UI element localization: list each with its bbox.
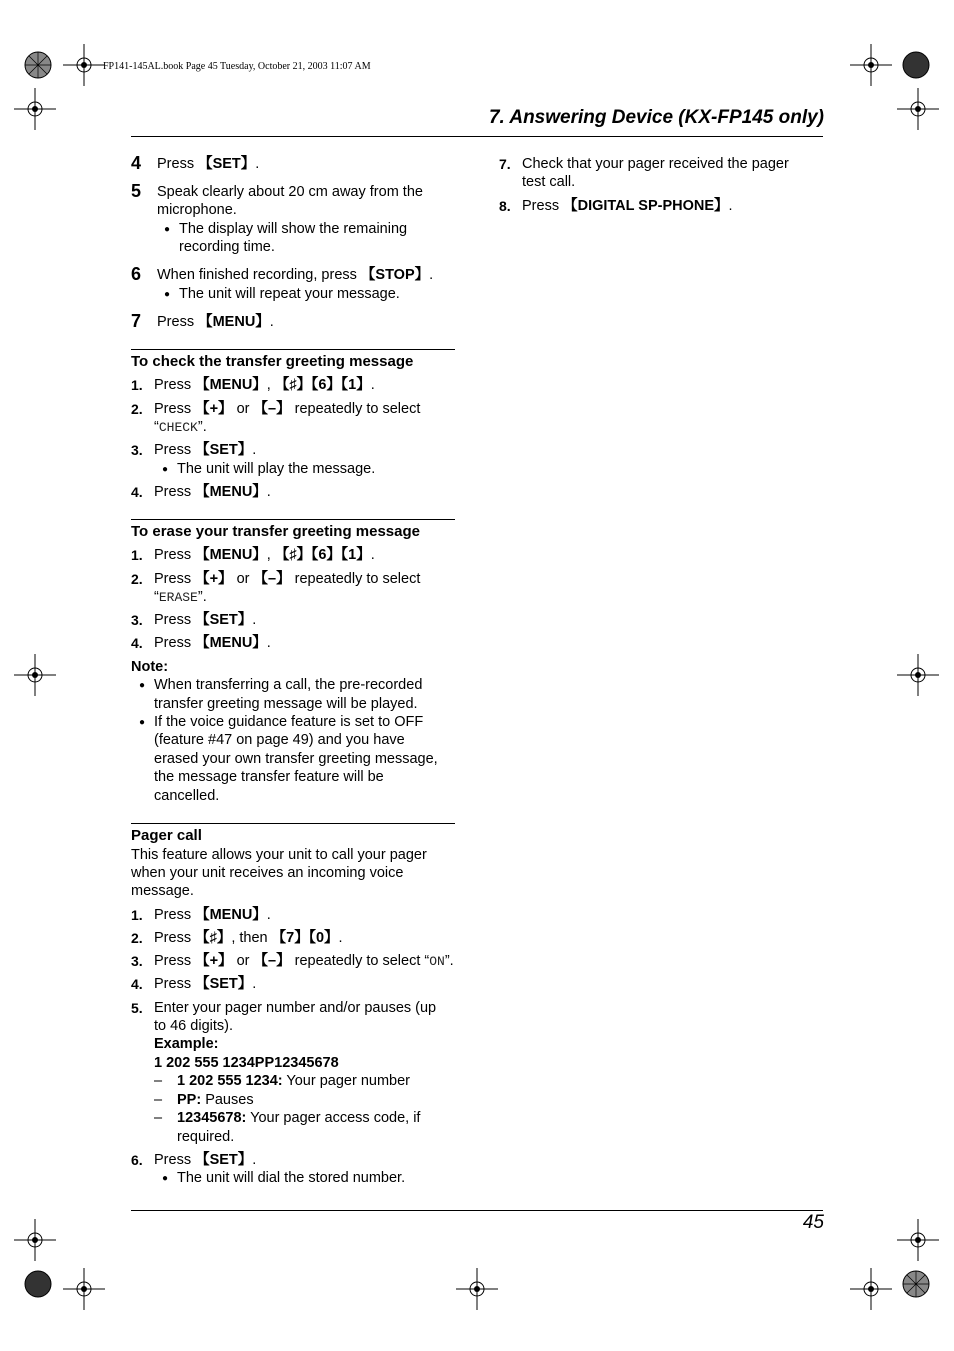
dash-icon: –: [154, 1110, 163, 1126]
registration-mark-bottom-right-2: [850, 1268, 892, 1310]
pager-item-5-l1: Enter your pager number and/or pauses (up: [154, 1000, 437, 1016]
dash-icon: –: [154, 1092, 163, 1108]
check-item-2-line2: “CHECK”.: [154, 419, 207, 435]
page-header-title: 7. Answering Device (KX-FP145 only): [488, 107, 824, 128]
step-5-line2: microphone.: [157, 202, 237, 218]
erase-item-2: Press 【+】 or 【–】 repeatedly to select: [154, 571, 421, 587]
registration-mark-top-left-crosshair: [14, 88, 56, 130]
step-7: Press 【MENU】.: [157, 314, 274, 330]
bullet-icon: ●: [162, 1173, 169, 1184]
note-bullet-2-l5: cancelled.: [154, 788, 220, 804]
example-label: Example:: [154, 1036, 219, 1052]
item-number: 2.: [131, 571, 143, 587]
pager-item-4: Press 【SET】.: [154, 976, 257, 992]
bullet-icon: ●: [164, 289, 171, 300]
registration-starburst-top-right: [901, 50, 931, 80]
pager-intro-l1: This feature allows your unit to call your pager: [131, 847, 427, 863]
pager-intro-l3: message.: [131, 883, 194, 899]
bullet-icon: ●: [139, 680, 146, 691]
pager-item-6: Press 【SET】.: [154, 1152, 257, 1168]
item-number: 4.: [131, 976, 143, 992]
step-number: 5: [131, 181, 142, 201]
step-5-bullet-l1: The display will show the remaining: [179, 221, 408, 237]
registration-mark-mid-left: [14, 654, 56, 696]
note-bullet-2-l4: the message transfer feature will be: [154, 769, 384, 785]
check-item-2: Press 【+】 or 【–】 repeatedly to select: [154, 401, 421, 417]
bullet-icon: ●: [139, 717, 146, 728]
item-number: 1.: [131, 377, 143, 393]
registration-mark-bottom-left-crosshair: [14, 1219, 56, 1261]
step-5-line1: Speak clearly about 20 cm away from the: [157, 184, 423, 200]
item-number: 3.: [131, 442, 143, 458]
step-number: 6: [131, 264, 142, 284]
step-number: 7: [131, 311, 142, 331]
check-item-4: Press 【MENU】.: [154, 484, 271, 500]
item-number: 3.: [131, 612, 143, 628]
check-item-3: Press 【SET】.: [154, 442, 257, 458]
right-item-8: Press 【DIGITAL SP-PHONE】.: [522, 198, 733, 214]
registration-mark-top-right-crosshair: [897, 88, 939, 130]
item-number: 2.: [131, 930, 143, 946]
step-5-bullet-l2: recording time.: [179, 239, 275, 255]
note-bullet-2-l2: (feature #47 on page 49) and you have: [154, 732, 405, 748]
example-value: 1 202 555 1234PP12345678: [154, 1055, 339, 1071]
note-bullet-2-l3: erased your own transfer greeting message,: [154, 751, 438, 767]
item-number: 3.: [131, 953, 143, 969]
item-number: 6.: [131, 1152, 143, 1168]
dash-icon: –: [154, 1073, 163, 1089]
registration-mark-bottom-left-2: [63, 1268, 105, 1310]
footer-rule: [131, 1210, 823, 1211]
erase-item-3: Press 【SET】.: [154, 612, 257, 628]
registration-starburst-bottom-right: [901, 1269, 931, 1299]
note-bullet-1-l1: When transferring a call, the pre-recorded: [154, 677, 423, 693]
pager-item-2: Press 【♯】, then 【7】【0】.: [154, 930, 343, 946]
file-info: FP141-145AL.book Page 45 Tuesday, October 21, 2003 11:07 AM: [103, 61, 371, 72]
item-number: 4.: [131, 484, 143, 500]
bullet-icon: ●: [164, 224, 171, 235]
example-detail-2: PP: Pauses: [177, 1092, 254, 1108]
pager-intro-l2: when your unit receives an incoming voice: [131, 865, 404, 881]
item-number: 1.: [131, 547, 143, 563]
step-6-bullet: The unit will repeat your message.: [179, 286, 400, 302]
right-item-7-l1: Check that your pager received the pager: [522, 156, 789, 172]
pager-item-5-l2: to 46 digits).: [154, 1018, 233, 1034]
check-item-1: Press 【MENU】, 【♯】【6】【1】.: [154, 377, 375, 393]
step-4: Press 【SET】.: [157, 156, 260, 172]
section-heading-erase: To erase your transfer greeting message: [131, 523, 420, 540]
item-number: 7.: [499, 156, 511, 172]
item-number: 8.: [499, 198, 511, 214]
item-number: 2.: [131, 401, 143, 417]
note-bullet-2-l1: If the voice guidance feature is set to OFF: [154, 714, 424, 730]
item-number: 1.: [131, 907, 143, 923]
section-rule: [131, 349, 455, 350]
registration-mark-top-right-2: [850, 44, 892, 86]
section-rule: [131, 519, 455, 520]
registration-starburst-top-left: [23, 50, 53, 80]
header-rule: [131, 136, 823, 137]
registration-mark-mid-right: [897, 654, 939, 696]
right-item-7-l2: test call.: [522, 174, 576, 190]
pager-item-1: Press 【MENU】.: [154, 907, 271, 923]
bullet-icon: ●: [162, 464, 169, 475]
example-detail-1: 1 202 555 1234: Your pager number: [177, 1073, 410, 1089]
registration-starburst-bottom-left: [23, 1269, 53, 1299]
registration-mark-bottom-right-crosshair: [897, 1219, 939, 1261]
pager-item-3: Press 【+】 or 【–】 repeatedly to select “ON”.: [154, 953, 454, 969]
check-item-3-bullet: The unit will play the message.: [177, 461, 376, 477]
section-heading-check: To check the transfer greeting message: [131, 353, 414, 370]
erase-item-1: Press 【MENU】, 【♯】【6】【1】.: [154, 547, 375, 563]
erase-item-2-line2: “ERASE”.: [154, 589, 207, 605]
erase-item-4: Press 【MENU】.: [154, 635, 271, 651]
item-number: 4.: [131, 635, 143, 651]
note-label: Note:: [131, 659, 169, 675]
registration-mark-bottom-center: [456, 1268, 498, 1310]
step-6: When finished recording, press 【STOP】.: [157, 267, 434, 283]
example-detail-3: 12345678: Your pager access code, if: [177, 1110, 421, 1126]
section-heading-pager: Pager call: [131, 827, 202, 844]
page-number: 45: [802, 1212, 824, 1233]
section-rule: [131, 823, 455, 824]
example-detail-3-l2: required.: [177, 1129, 235, 1145]
step-number: 4: [131, 153, 142, 173]
item-number: 5.: [131, 1000, 143, 1016]
pager-item-6-bullet: The unit will dial the stored number.: [177, 1170, 406, 1186]
note-bullet-1-l2: transfer greeting message will be played.: [154, 696, 418, 712]
registration-mark-top-left-2: [63, 44, 105, 86]
